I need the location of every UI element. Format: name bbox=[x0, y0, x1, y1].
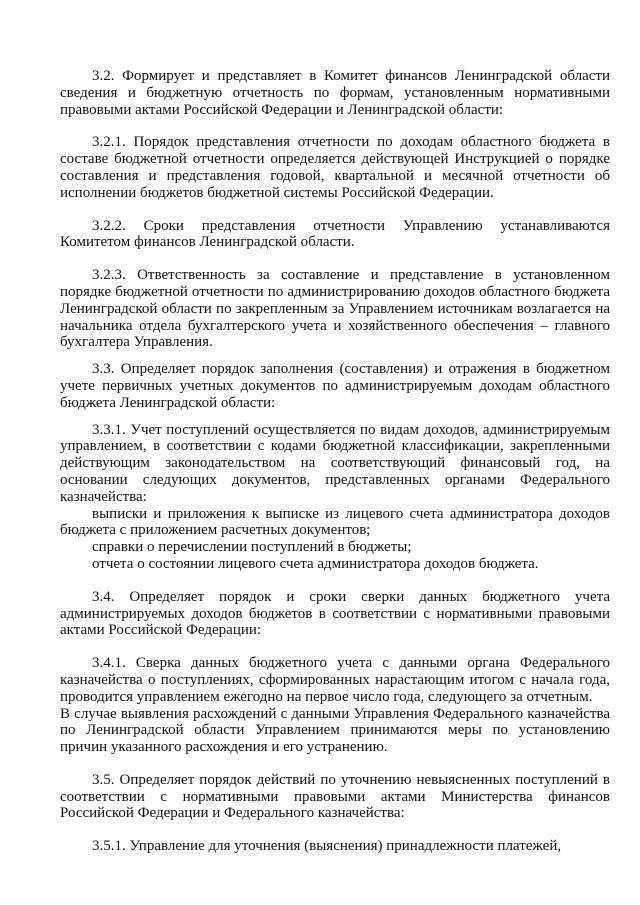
list-item-reference: справки о перечислении поступлений в бюджеты; bbox=[92, 539, 412, 556]
paragraph-3-4-1-continued: В случае выявления расхождений с данными Управления Федерального казначейства по Ленинградской области Управлением принимаются меры по установлению причин указанного расхождения и его устранению. bbox=[60, 705, 610, 756]
paragraph-3-3: 3.3. Определяет порядок заполнения (составления) и отражения в бюджетном учете первичных учетных документов по администрируемым доходам областного бюджета Ленинградской области: bbox=[60, 361, 610, 411]
paragraph-3-5: 3.5. Определяет порядок действий по уточнению невыясненных поступлений в соответствии с нормативными правовыми актами Министерства финансов Российской Федерации и Федерального казначейства: bbox=[60, 771, 610, 822]
paragraph-3-2-1: 3.2.1. Порядок представления отчетности по доходам областного бюджета в составе бюджетной отчетности определяется действующей Инструкцией о порядке составления и представления годовой, квартальной и месячной отчетности об исполнении бюджетов бюджетной системы Российской Федерации. bbox=[60, 134, 610, 201]
paragraph-3-3-1: 3.3.1. Учет поступлений осуществляется по видам доходов, администрируемым управлением, в соответствии с кодами бюджетной классификации, закрепленными действующим законодательством на соответствующий финансовый год, на основании следующих документов, представленных органами Федерального казначейства: bbox=[60, 421, 610, 505]
list-item-statement: выписки и приложения к выписке из лицевого счета администратора доходов бюджета с приложением расчетных документов; bbox=[60, 505, 610, 539]
list-item-report: отчета о состоянии лицевого счета администратора доходов бюджета. bbox=[92, 555, 539, 572]
paragraph-3-2: 3.2. Формирует и представляет в Комитет финансов Ленинградской области сведения и бюджетную отчетность по формам, установленным нормативными правовыми актами Российской Федерации и Ленинградской области: bbox=[60, 68, 610, 118]
paragraph-3-5-1: 3.5.1. Управление для уточнения (выяснения) принадлежности платежей, bbox=[92, 838, 562, 855]
paragraph-3-4: 3.4. Определяет порядок и сроки сверки данных бюджетного учета администрируемых доходов бюджетов в соответствии с нормативными правовыми актами Российской Федерации: bbox=[60, 588, 610, 639]
paragraph-3-2-2: 3.2.2. Сроки представления отчетности Управлению устанавливаются Комитетом финансов Ленинградской области. bbox=[60, 217, 610, 251]
paragraph-3-2-3: 3.2.3. Ответственность за составление и представление в установленном порядке бюджетной отчетности по администрированию доходов областного бюджета Ленинградской области по закрепленным за Управлением источникам возлагается на начальника отдела бухгалтерского учета и хозяйственного обеспечения – главного бухгалтера Управления. bbox=[60, 267, 610, 351]
paragraph-3-4-1: 3.4.1. Сверка данных бюджетного учета с данными органа Федерального казначейства о поступлениях, сформированных нарастающим итогом с начала года, проводится управлением ежегодно на первое число года, следующего за отчетным. bbox=[60, 655, 610, 705]
